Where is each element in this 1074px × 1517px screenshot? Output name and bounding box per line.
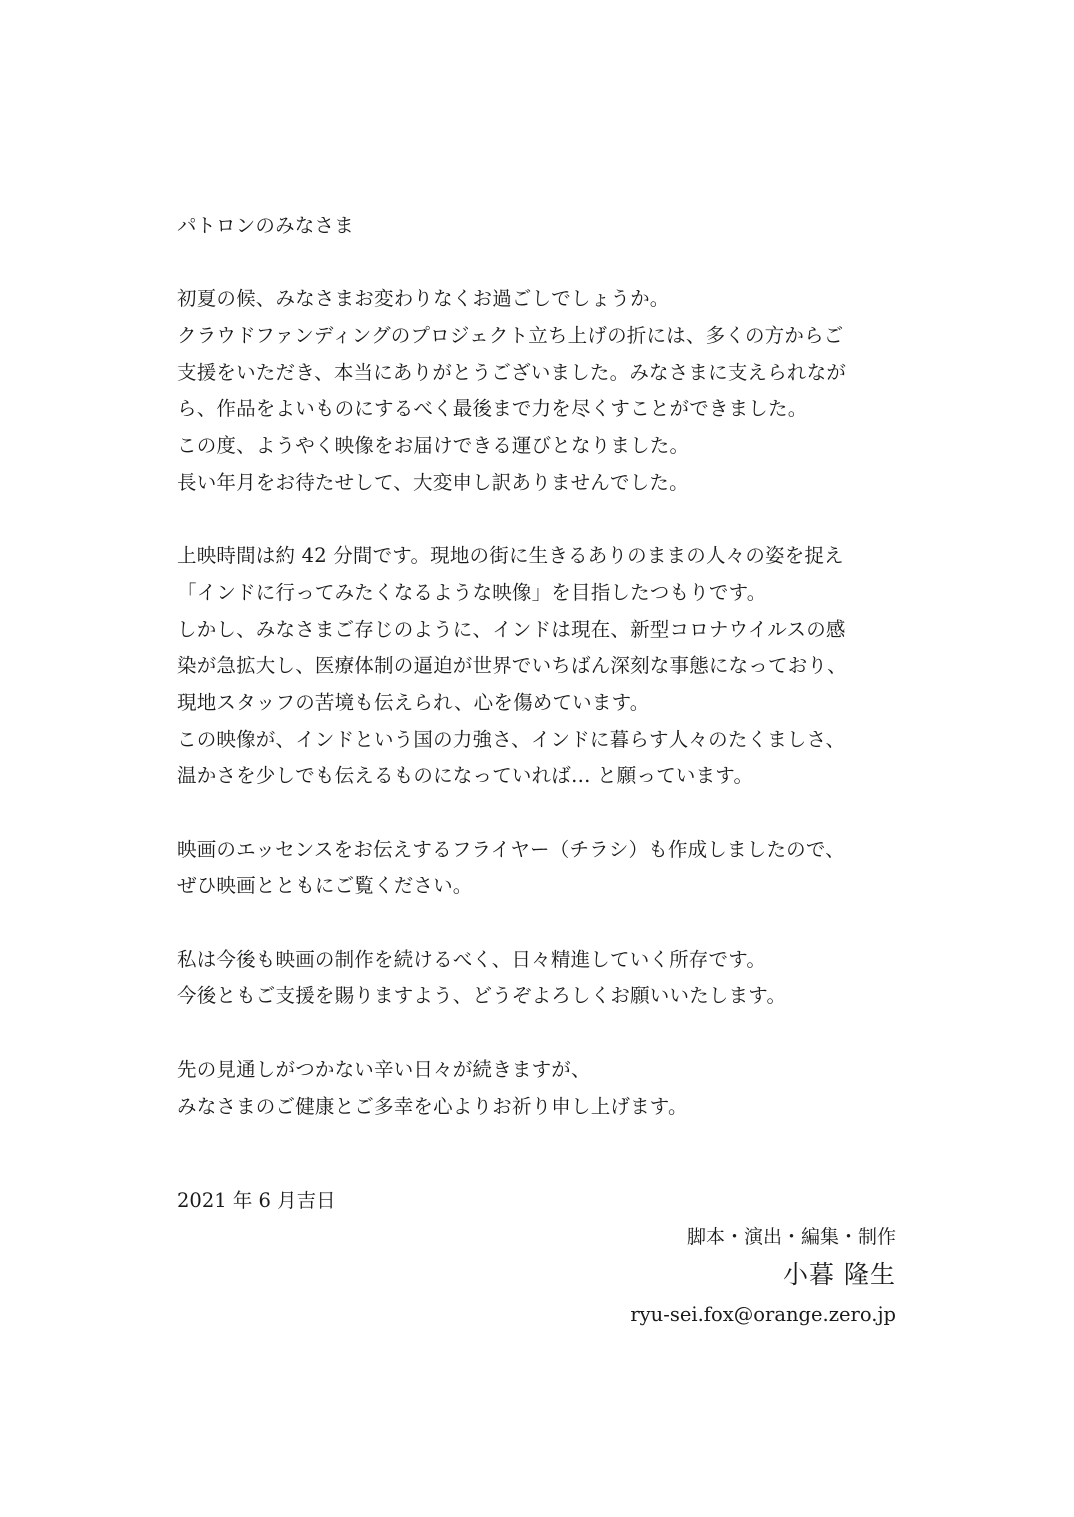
author-name: 小暮 隆生 xyxy=(783,1260,896,1289)
salutation: パトロンのみなさま xyxy=(177,214,354,237)
text-line: 上映時間は約 42 分間です。現地の街に生きるありのままの人々の姿を捉え xyxy=(177,544,844,568)
text-line: ぜひ映画とともにご覧ください。 xyxy=(177,874,473,898)
text-line: 長い年月をお待たせして、大変申し訳ありませんでした。 xyxy=(177,470,689,494)
author-role: 脚本・演出・編集・制作 xyxy=(686,1226,896,1248)
text-line: クラウドファンディングのプロジェクト立ち上げの折には、多くの方からご xyxy=(177,324,844,348)
text-line: 映画のエッセンスをお伝えするフライヤー（チラシ）も作成しましたので、 xyxy=(177,837,845,861)
text-line: この映像が、インドという国の力強さ、インドに暮らす人々のたくましさ、 xyxy=(177,727,846,751)
text-line: 今後ともご支援を賜りますよう、どうぞよろしくお願いいたします。 xyxy=(177,984,787,1008)
paragraph-closing xyxy=(177,1052,897,1125)
text-line: 支援をいただき、本当にありがとうございました。みなさまに支えられなが xyxy=(177,360,847,384)
paragraph-flyer xyxy=(177,832,897,905)
paragraph-film-info xyxy=(177,538,897,795)
text-line: 先の見通しがつかない辛い日々が続きますが、 xyxy=(177,1057,591,1081)
letter-date: 2021 年 6 月吉日 xyxy=(177,1189,336,1212)
text-line: 私は今後も映画の制作を続けるべく、日々精進していく所存です。 xyxy=(177,947,767,971)
text-line: 温かさを少しでも伝えるものになっていれば… と願っています。 xyxy=(177,764,754,788)
author-email: ryu-sei.fox@orange.zero.jp xyxy=(630,1303,896,1326)
paragraph-future xyxy=(177,942,897,1015)
text-line: みなさまのご健康とご多幸を心よりお祈り申し上げます。 xyxy=(177,1094,688,1118)
paragraph-greeting xyxy=(177,281,897,501)
text-line: 「インドに行ってみたくなるような映像」を目指したつもりです。 xyxy=(177,580,767,604)
signature-block xyxy=(630,1222,896,1332)
text-line: 現地スタッフの苦境も伝えられ、心を傷めています。 xyxy=(177,690,650,714)
text-line: ら、作品をよいものにするべく最後まで力を尽くすことができました。 xyxy=(177,397,808,421)
text-line: しかし、みなさまご存じのように、インドは現在、新型コロナウイルスの感 xyxy=(177,617,846,641)
text-line: 染が急拡大し、医療体制の逼迫が世界でいちばん深刻な事態になっており、 xyxy=(177,654,847,678)
text-line: 初夏の候、みなさまお変わりなくお過ごしでしょうか。 xyxy=(177,287,670,311)
letter-body xyxy=(177,208,897,1162)
text-line: この度、ようやく映像をお届けできる運びとなりました。 xyxy=(177,434,690,458)
